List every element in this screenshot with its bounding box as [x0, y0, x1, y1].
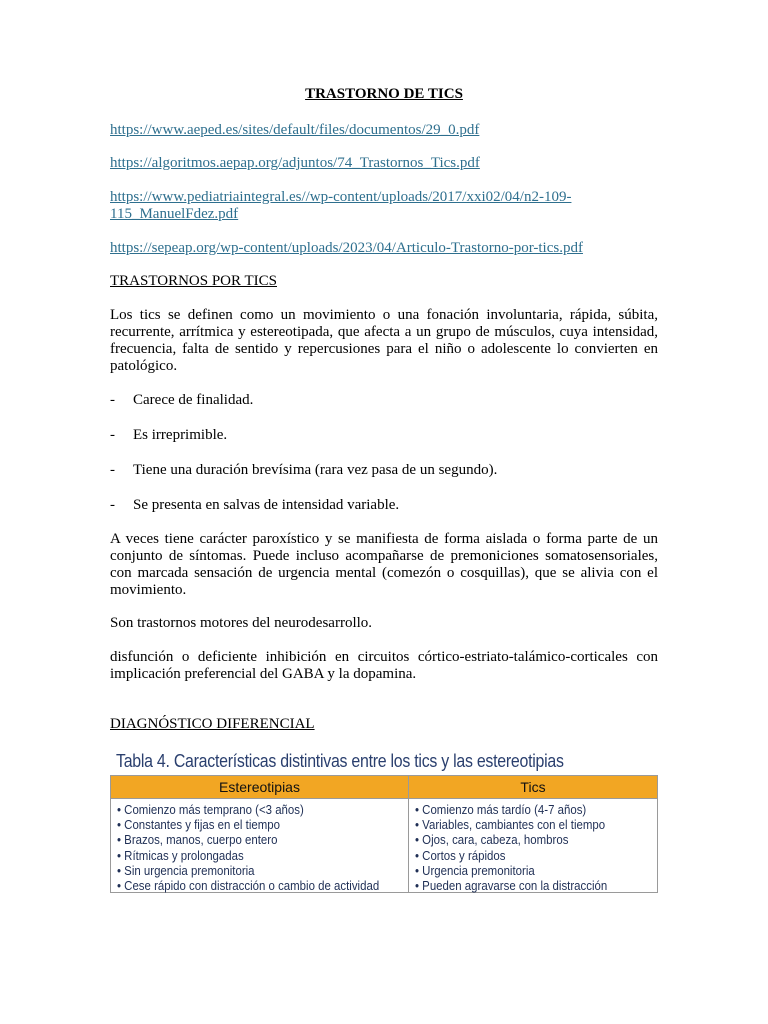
reference-link-aepap[interactable]: https://algoritmos.aepap.org/adjuntos/74_Trastornos_Tics.pdf	[110, 155, 480, 171]
table-cell-item: • Variables, cambiantes con el tiempo	[415, 817, 606, 833]
paragraph-definition: Los tics se definen como un movimiento o una fonación involuntaria, rápida, súbita, recurrente, arrítmica y estereotipada, que afecta a un grupo de músculos, cuya intensidad, frecuencia, falta de sentido y repercusiones para el niño o adolescente lo convierten en patológico.	[110, 307, 658, 374]
paragraph-neurodesarrollo: Son trastornos motores del neurodesarrollo.	[110, 615, 373, 631]
reference-link-pediatriaintegral[interactable]	[110, 189, 658, 223]
reference-link-sepeap[interactable]: https://sepeap.org/wp-content/uploads/2023/04/Articulo-Trastorno-por-tics.pdf	[110, 240, 583, 256]
column-header-estereotipias: Estereotipias	[219, 779, 300, 795]
reference-link-line[interactable]: https://www.pediatriaintegral.es//wp-content/uploads/2017/xxi02/04/n2-109-	[110, 189, 572, 205]
paragraph-disfuncion: disfunción o deficiente inhibición en circuitos córtico-estriato-talámico-corticales con implicación preferencial del GABA y la dopamina.	[110, 649, 658, 682]
table-header-row	[111, 776, 657, 799]
list-item-text: Carece de finalidad.	[133, 392, 254, 408]
table-cell-item: • Cortos y rápidos	[415, 847, 506, 863]
table-cell-item: • Comienzo más temprano (<3 años)	[117, 802, 304, 817]
bullet-marker: -	[110, 462, 115, 478]
column-header-tics: Tics	[520, 779, 546, 795]
list-item-text: Es irreprimible.	[133, 427, 228, 443]
section-heading-diagnostico: DIAGNÓSTICO DIFERENCIAL	[110, 716, 315, 732]
table-cell-item: • Comienzo más tardío (4-7 años)	[415, 802, 587, 817]
table-cell-item: • Constantes y fijas en el tiempo	[117, 817, 280, 833]
table-cell-item: • Rítmicas y prolongadas	[117, 847, 244, 863]
table-caption: Tabla 4. Características distintivas entre los tics y las estereotipias	[116, 750, 564, 771]
column-tics	[415, 802, 633, 893]
bullet-marker: -	[110, 427, 115, 443]
list-item-text: Tiene una duración brevísima (rara vez pasa de un segundo).	[133, 462, 498, 478]
bullet-marker: -	[110, 497, 115, 513]
list-item-text: Se presenta en salvas de intensidad variable.	[133, 497, 400, 513]
comparison-table	[110, 775, 658, 893]
table-cell-item: • Sin urgencia premonitoria	[117, 862, 255, 878]
section-heading-trastornos: TRASTORNOS POR TICS	[110, 273, 277, 289]
paragraph-paroxistico: A veces tiene carácter paroxístico y se manifiesta de forma aislada o forma parte de un conjunto de síntomas. Puede incluso acompañarse de premoniciones somatosensoriales, con marcada sensación de urgencia mental (comezón o cosquillas), que se alivia con el movimiento.	[110, 531, 658, 598]
column-estereotipias	[117, 802, 415, 893]
table-cell-item: • Ojos, cara, cabeza, hombros	[415, 832, 569, 848]
bullet-marker: -	[110, 392, 115, 408]
table-cell-item: • Cese rápido con distracción o cambio de actividad	[117, 878, 380, 894]
document-title: TRASTORNO DE TICS	[305, 86, 463, 102]
table-cell-item: • Brazos, manos, cuerpo entero	[117, 832, 278, 848]
table-cell-item: • Urgencia premonitoria	[415, 862, 535, 878]
reference-link-line[interactable]: 115_ManuelFdez.pdf	[110, 206, 239, 222]
reference-link-aeped[interactable]: https://www.aeped.es/sites/default/files/documentos/29_0.pdf	[110, 122, 480, 138]
table-cell-item: • Pueden agravarse con la distracción	[415, 878, 608, 894]
